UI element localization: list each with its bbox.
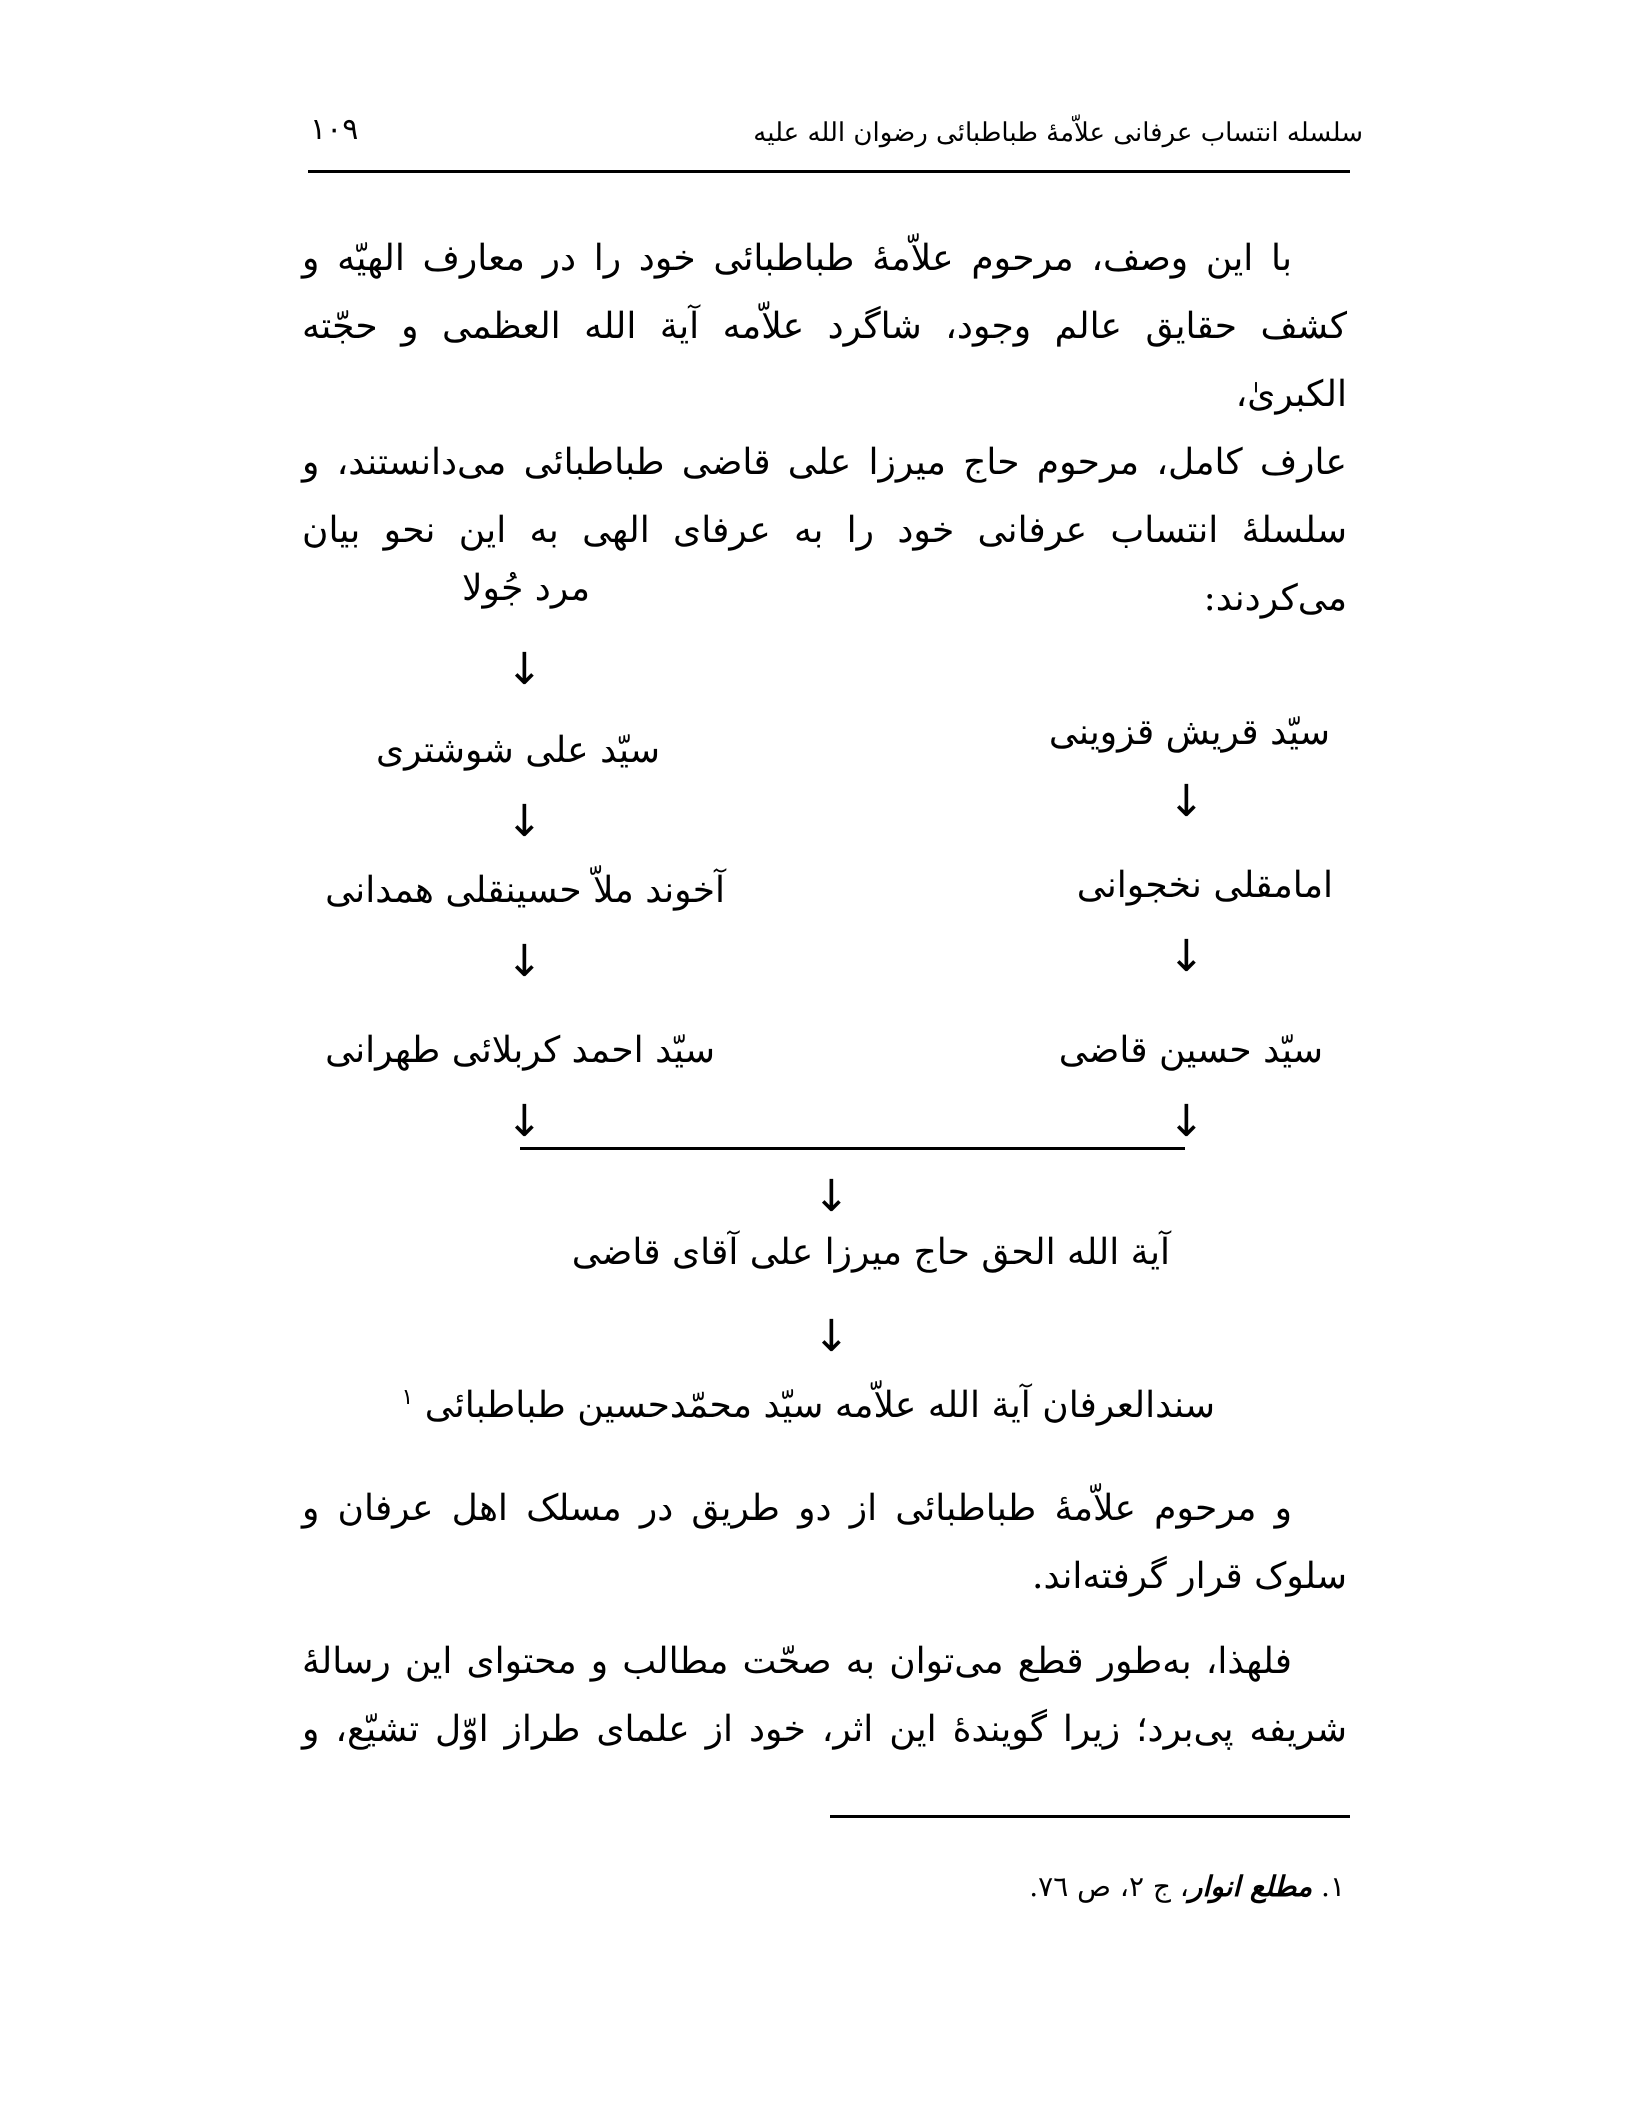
chart-node-left-2: سیّد علی شوشتری xyxy=(375,730,660,771)
chart-node-final xyxy=(401,1385,1215,1426)
chart-node-merged: آیة الله الحق حاج میرزا علی آقای قاضی xyxy=(571,1232,1170,1273)
text-line: سلسلهٔ انتساب عرفانی خود را به عرفای الهی به این نحو بیان می‌کردند: xyxy=(302,510,1347,619)
text-line: و مرحوم علاّمهٔ طباطبائی از دو طریق در مسلک اهل عرفان و xyxy=(302,1488,1292,1529)
down-arrow-icon: ↓ xyxy=(813,1311,850,1362)
chart-node-left-1: مرد جُولا xyxy=(461,568,590,609)
down-arrow-icon: ↓ xyxy=(1168,931,1205,982)
footnote-rule xyxy=(830,1815,1350,1818)
text-line: عارف کامل، مرحوم حاج میرزا علی قاضی طباطبائی می‌دانستند، و xyxy=(302,442,1347,483)
text-line: کشف حقایق عالم وجود، شاگرد علاّمه آیة الله العظمی و حجّته الکبریٰ، xyxy=(302,306,1347,415)
footnote-number: ۱. xyxy=(1321,1870,1345,1903)
down-arrow-icon: ↓ xyxy=(813,1171,850,1222)
paragraph-two-paths xyxy=(302,1475,1347,1611)
down-arrow-icon: ↓ xyxy=(506,796,543,847)
down-arrow-icon: ↓ xyxy=(1168,776,1205,827)
down-arrow-icon: ↓ xyxy=(506,644,543,695)
text-line: شریفه پی‌برد؛ زیرا گویندهٔ این اثر، خود از علمای طراز اوّل تشیّع، و xyxy=(302,1709,1347,1750)
footnote xyxy=(1029,1870,1345,1903)
footnote-marker: ۱ xyxy=(401,1385,414,1410)
running-header-title: سلسله انتساب عرفانی علاّمهٔ طباطبائی رضوان الله علیه xyxy=(753,118,1363,148)
paragraph-intro xyxy=(302,225,1347,633)
paragraph-conclusion xyxy=(302,1628,1347,1764)
down-arrow-icon: ↓ xyxy=(506,1096,543,1147)
merge-connector-line xyxy=(520,1147,1185,1150)
text-line: با این وصف، مرحوم علاّمهٔ طباطبائی خود را در معارف الهیّه و xyxy=(302,238,1292,279)
chart-node-right-2: امامقلی نخجوانی xyxy=(1076,865,1333,906)
chart-node-left-3: آخوند ملاّ حسینقلی همدانی xyxy=(325,870,725,911)
text-line: فلهذا، به‌طور قطع می‌توان به صحّت مطالب و محتوای این رسالهٔ xyxy=(302,1641,1292,1682)
chart-node-final-text: سندالعرفان آیة الله علاّمه سیّد محمّدحسین طباطبائی xyxy=(424,1385,1215,1426)
page-number: ۱۰۹ xyxy=(310,112,359,147)
chart-node-left-4: سیّد احمد کربلائی طهرانی xyxy=(325,1030,715,1071)
text-line: سلوک قرار گرفته‌اند. xyxy=(1032,1556,1347,1597)
footnote-reference: ، ج ۲، ص ۷٦. xyxy=(1029,1870,1189,1903)
header-rule xyxy=(308,170,1350,173)
down-arrow-icon: ↓ xyxy=(1168,1096,1205,1147)
chart-node-right-1: سیّد قریش قزوینی xyxy=(1048,712,1330,753)
down-arrow-icon: ↓ xyxy=(506,936,543,987)
footnote-book-title: مطلع انوار xyxy=(1188,1870,1313,1903)
chart-node-right-3: سیّد حسین قاضی xyxy=(1058,1030,1323,1071)
